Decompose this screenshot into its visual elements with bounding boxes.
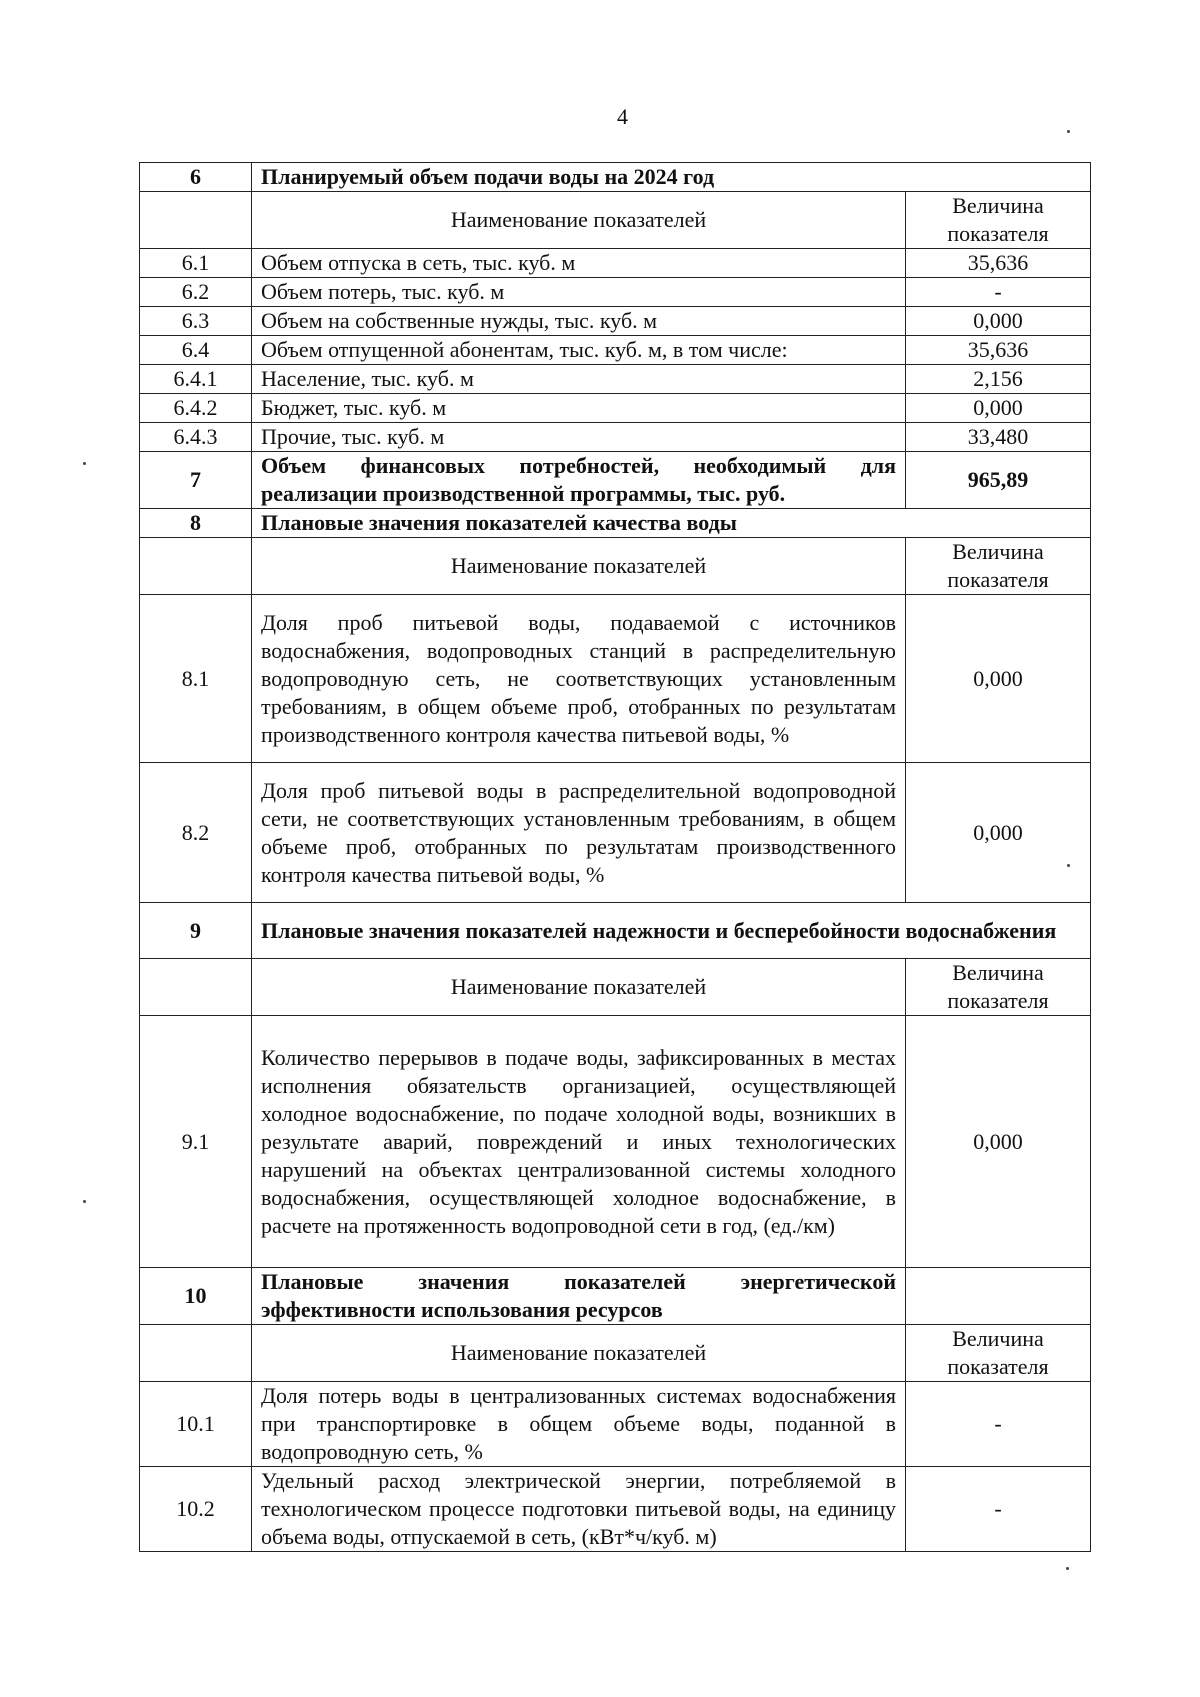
table-row — [140, 307, 1091, 336]
row-number: 6.3 — [140, 307, 252, 336]
table-row — [140, 394, 1091, 423]
section-10-header-row — [140, 1325, 1091, 1382]
empty-cell — [140, 538, 252, 595]
section-6-title-row — [140, 163, 1091, 192]
column-header-value: Величина показателя — [906, 538, 1091, 595]
table-row — [140, 278, 1091, 307]
table-row — [140, 1382, 1091, 1467]
section-title: Плановые значения показателей качества воды — [252, 509, 1091, 538]
row-number: 6.1 — [140, 249, 252, 278]
column-header-value: Величина показателя — [906, 959, 1091, 1016]
section-value: 965,89 — [906, 452, 1091, 509]
row-value: - — [906, 278, 1091, 307]
scan-speck — [83, 462, 86, 465]
row-number: 6.4.2 — [140, 394, 252, 423]
row-value: - — [906, 1382, 1091, 1467]
table-row — [140, 336, 1091, 365]
row-value: 35,636 — [906, 336, 1091, 365]
section-number: 6 — [140, 163, 252, 192]
section-10-title-row — [140, 1268, 1091, 1325]
section-number: 7 — [140, 452, 252, 509]
column-header-name: Наименование показателей — [252, 959, 906, 1016]
row-number: 9.1 — [140, 1016, 252, 1268]
scan-speck — [83, 1200, 86, 1203]
row-number: 6.4 — [140, 336, 252, 365]
scan-speck — [1067, 130, 1070, 133]
scan-speck — [1066, 1567, 1069, 1570]
section-number: 9 — [140, 903, 252, 959]
table-row — [140, 423, 1091, 452]
row-value: 33,480 — [906, 423, 1091, 452]
row-number: 6.4.1 — [140, 365, 252, 394]
row-name: Население, тыс. куб. м — [252, 365, 906, 394]
column-header-name: Наименование показателей — [252, 538, 906, 595]
table-row — [140, 365, 1091, 394]
row-name: Бюджет, тыс. куб. м — [252, 394, 906, 423]
row-value: 35,636 — [906, 249, 1091, 278]
section-7-row — [140, 452, 1091, 509]
table-row — [140, 1467, 1091, 1552]
empty-cell — [140, 192, 252, 249]
section-9-title-row — [140, 903, 1091, 959]
section-title: Плановые значения показателей надежности и бесперебойности водоснабжения — [252, 903, 1091, 959]
row-number: 6.4.3 — [140, 423, 252, 452]
row-value: 0,000 — [906, 1016, 1091, 1268]
table-row — [140, 1016, 1091, 1268]
row-number: 10.2 — [140, 1467, 252, 1552]
table-row — [140, 595, 1091, 763]
section-title: Планируемый объем подачи воды на 2024 год — [252, 163, 1091, 192]
column-header-value: Величина показателя — [906, 192, 1091, 249]
column-header-name: Наименование показателей — [252, 1325, 906, 1382]
table-row — [140, 249, 1091, 278]
row-number: 8.2 — [140, 763, 252, 903]
scan-speck — [1067, 864, 1070, 867]
row-name: Прочие, тыс. куб. м — [252, 423, 906, 452]
column-header-name: Наименование показателей — [252, 192, 906, 249]
section-title: Плановые значения показателей энергетической эффективности использования ресурсов — [252, 1268, 906, 1325]
row-number: 10.1 — [140, 1382, 252, 1467]
row-name: Объем отпущенной абонентам, тыс. куб. м, в том числе: — [252, 336, 906, 365]
production-program-table — [139, 162, 1091, 1552]
row-name: Удельный расход электрической энергии, потребляемой в технологическом процессе подготовки питьевой воды, на единицу объема воды, отпускаемой в сеть, (кВт*ч/куб. м) — [252, 1467, 906, 1552]
section-title: Объем финансовых потребностей, необходимый для реализации производственной программы, тыс. руб. — [252, 452, 906, 509]
column-header-value: Величина показателя — [906, 1325, 1091, 1382]
row-number: 8.1 — [140, 595, 252, 763]
row-name: Количество перерывов в подаче воды, зафиксированных в местах исполнения обязательств организацией, осуществляющей холодное водоснабжение, по подаче холодной воды, возникших в результате аварий, повреждений и иных технологических нарушений на объектах централизованной системы холодного водоснабжения, осуществляющей холодное водоснабжение, в расчете на протяженность водопроводной сети в год, (ед./км) — [252, 1016, 906, 1268]
section-number: 10 — [140, 1268, 252, 1325]
row-name: Доля потерь воды в централизованных системах водоснабжения при транспортировке в общем объеме воды, поданной в водопроводную сеть, % — [252, 1382, 906, 1467]
empty-cell — [140, 1325, 252, 1382]
row-name: Объем потерь, тыс. куб. м — [252, 278, 906, 307]
row-value: 2,156 — [906, 365, 1091, 394]
section-8-header-row — [140, 538, 1091, 595]
section-8-title-row — [140, 509, 1091, 538]
row-name: Доля проб питьевой воды, подаваемой с источников водоснабжения, водопроводных станций в распределительную водопроводную сеть, не соответствующих установленным требованиям, в общем объеме проб, отобранных по результатам производственного контроля качества питьевой воды, % — [252, 595, 906, 763]
table-row — [140, 763, 1091, 903]
row-value: 0,000 — [906, 595, 1091, 763]
row-name: Доля проб питьевой воды в распределительной водопроводной сети, не соответствующих установленным требованиям, в общем объеме проб, отобранных по результатам производственного контроля качества питьевой воды, % — [252, 763, 906, 903]
row-value: 0,000 — [906, 307, 1091, 336]
row-value: 0,000 — [906, 394, 1091, 423]
page-number: 4 — [617, 104, 628, 129]
row-value: - — [906, 1467, 1091, 1552]
row-value: 0,000 — [906, 763, 1091, 903]
empty-cell — [140, 959, 252, 1016]
section-number: 8 — [140, 509, 252, 538]
row-name: Объем на собственные нужды, тыс. куб. м — [252, 307, 906, 336]
empty-cell — [906, 1268, 1091, 1325]
row-number: 6.2 — [140, 278, 252, 307]
section-6-header-row — [140, 192, 1091, 249]
section-9-header-row — [140, 959, 1091, 1016]
row-name: Объем отпуска в сеть, тыс. куб. м — [252, 249, 906, 278]
